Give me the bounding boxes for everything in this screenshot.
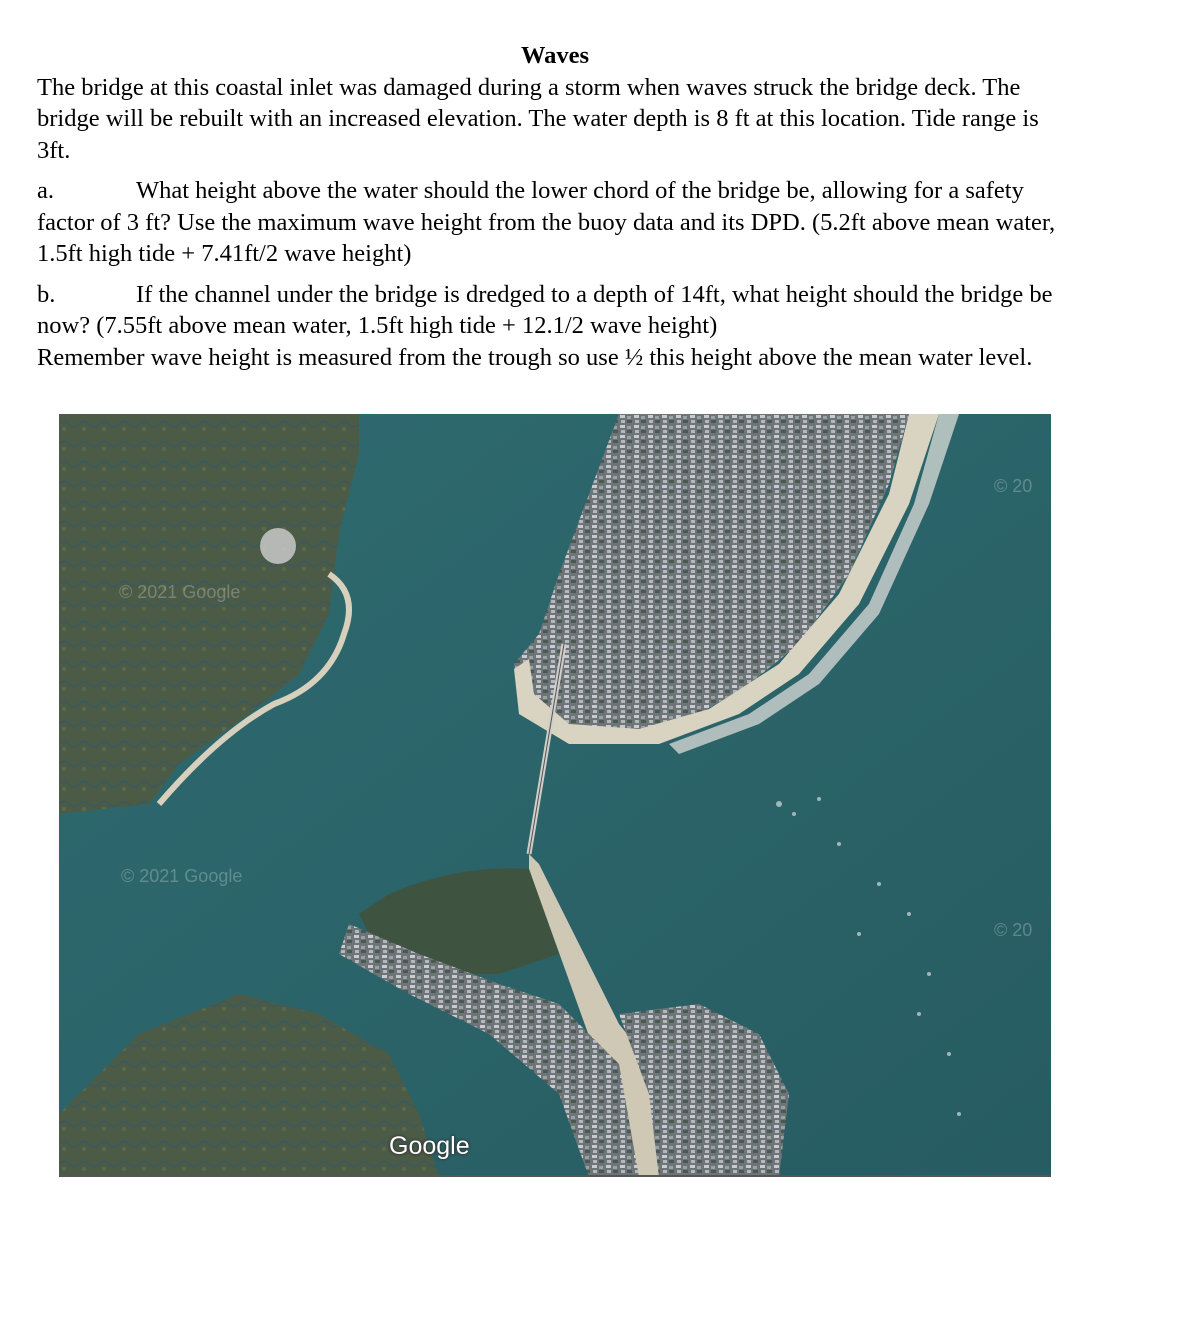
watermark-middle: © 2021 Google (121, 866, 243, 886)
question-a-letter: a. (37, 177, 54, 204)
map-image (59, 414, 1051, 1177)
question-a-text: What height above the water should the lower chord of the bridge be, allowing for a safety factor of 3 ft? Use the maximum wave height from the buoy data and its DPD. (5.2ft above mean water, 1.5ft high tide + 7.41ft/2 wave height) (37, 177, 1056, 267)
map-bottom-border (59, 1175, 1051, 1177)
document-title: Waves (520, 42, 590, 69)
watermark-right: © 20 (994, 920, 1033, 940)
note-text: Remember wave height is measured from the trough so use ½ this height above the mean water level. (37, 343, 1033, 371)
document (37, 40, 1067, 373)
intro-paragraph: The bridge at this coastal inlet was damaged during a storm when waves struck the bridge deck. The bridge will be rebuilt with an increased elevation. The water depth is 8 ft at this location. Tide range is 3ft. (37, 73, 1039, 164)
question-a (37, 175, 1067, 270)
question-b (37, 279, 1067, 374)
watermark-top-left: © 2021 Google (119, 582, 241, 602)
question-b-letter: b. (37, 280, 56, 308)
watermark-top-right: © 20 (994, 476, 1033, 496)
question-b-text: If the channel under the bridge is dredged to a depth of 14ft, what height should the bridge be now? (7.55ft above mean water, 1.5ft high tide + 12.1/2 wave height) (37, 280, 1053, 339)
satellite-map (59, 414, 1051, 1177)
marker-circle (260, 528, 296, 564)
google-logo: Google (389, 1132, 470, 1160)
